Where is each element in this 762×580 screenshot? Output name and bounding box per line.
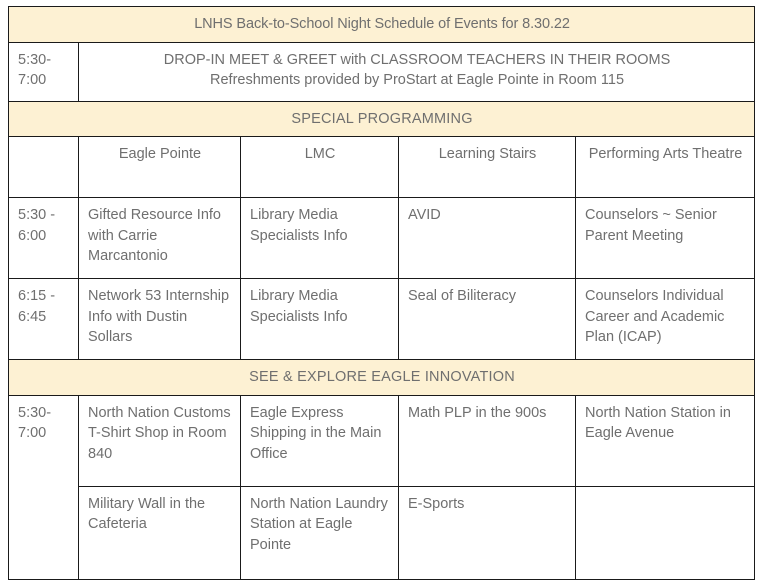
event-cell-lmc: Library Media Specialists Info (241, 279, 399, 360)
event-cell-performing-arts: North Nation Station in Eagle Avenue (576, 395, 755, 486)
event-cell-performing-arts: Counselors ~ Senior Parent Meeting (576, 198, 755, 279)
schedule-table (8, 6, 755, 580)
time-line-2: 6:00 (18, 227, 47, 244)
event-cell-eagle-pointe: Military Wall in the Cafeteria (79, 486, 241, 579)
time-line-2: 6:45 (18, 308, 47, 325)
table-row (9, 198, 755, 279)
event-cell-eagle-pointe: North Nation Customs T-Shirt Shop in Room 840 (79, 395, 241, 486)
event-cell-performing-arts: Counselors Individual Career and Academic Plan (ICAP) (576, 279, 755, 360)
column-header-eagle-pointe: Eagle Pointe (79, 137, 241, 198)
table-row (9, 279, 755, 360)
event-cell-lmc: Library Media Specialists Info (241, 198, 399, 279)
time-cell (9, 395, 79, 579)
dropin-time-line-1: 5:30- (18, 51, 52, 68)
dropin-row (9, 42, 755, 101)
title-row (9, 7, 755, 43)
event-cell-lmc: Eagle Express Shipping in the Main Office (241, 395, 399, 486)
event-cell-learning-stairs: E-Sports (399, 486, 576, 579)
page-title: LNHS Back-to-School Night Schedule of Events for 8.30.22 (9, 7, 755, 43)
event-cell-lmc: North Nation Laundry Station at Eagle Pointe (241, 486, 399, 579)
event-cell-eagle-pointe: Gifted Resource Info with Carrie Marcantonio (79, 198, 241, 279)
time-line-2: 7:00 (18, 425, 47, 442)
dropin-description-cell (79, 42, 755, 101)
column-header-learning-stairs: Learning Stairs (399, 137, 576, 198)
dropin-line-2: Refreshments provided by ProStart at Eagle Pointe in Room 115 (210, 72, 625, 89)
dropin-line-1: DROP-IN MEET & GREET with CLASSROOM TEACHERS IN THEIR ROOMS (163, 51, 671, 68)
event-cell-learning-stairs: Seal of Biliteracy (399, 279, 576, 360)
event-cell-learning-stairs: AVID (399, 198, 576, 279)
time-line-1: 5:30 - (18, 207, 56, 224)
event-cell-learning-stairs: Math PLP in the 900s (399, 395, 576, 486)
section-header-eagle-innovation: SEE & EXPLORE EAGLE INNOVATION (9, 360, 755, 396)
column-header-lmc: LMC (241, 137, 399, 198)
time-line-1: 6:15 - (18, 288, 56, 305)
dropin-time-line-2: 7:00 (18, 72, 47, 89)
event-cell-eagle-pointe: Network 53 Internship Info with Dustin Sollars (79, 279, 241, 360)
table-row (9, 486, 755, 579)
time-line-1: 5:30- (18, 404, 52, 421)
section-band-row-special (9, 101, 755, 137)
column-header-row (9, 137, 755, 198)
dropin-time-cell (9, 42, 79, 101)
table-row (9, 395, 755, 486)
section-header-special-programming: SPECIAL PROGRAMMING (9, 101, 755, 137)
event-cell-performing-arts-empty (576, 486, 755, 579)
column-header-time (9, 137, 79, 198)
time-cell (9, 279, 79, 360)
section-band-row-innovation (9, 360, 755, 396)
column-header-performing-arts-theatre: Performing Arts Theatre (576, 137, 755, 198)
time-cell (9, 198, 79, 279)
